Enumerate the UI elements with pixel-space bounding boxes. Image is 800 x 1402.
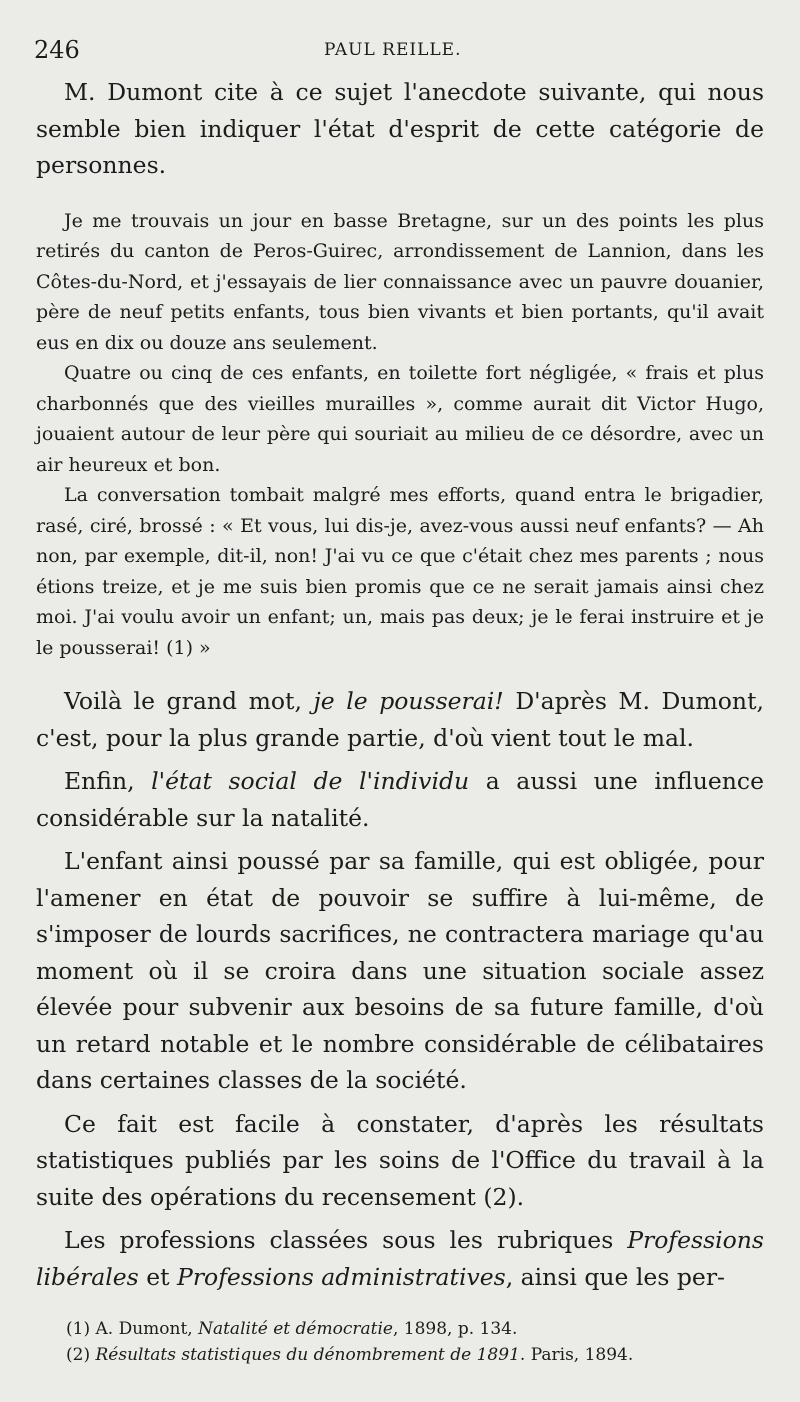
paragraph-enfant-pousse: L'enfant ainsi poussé par sa famille, qui est obligée, pour l'amener en état de pouvoir se suffire à lui-même, de s'imposer de lourds sacrifices, ne contractera mariage qu'au moment où il se croira dans une situation sociale assez élevée pour subvenir aux besoins de sa future famille, d'où un retard notable et le nombre considérable de célibataires dans certaines classes de la société. bbox=[36, 847, 764, 1094]
page-number: 246 bbox=[34, 36, 80, 64]
footnotes bbox=[36, 1316, 764, 1368]
emphasis: l'état social de l'individu bbox=[151, 767, 470, 795]
emphasis: Professions administratives bbox=[177, 1262, 506, 1291]
emphasis: je le pousserai! bbox=[313, 687, 504, 715]
page-header bbox=[34, 36, 764, 68]
footnote-1: (1) A. Dumont, Natalité et démocratie, 1898, p. 134. bbox=[66, 1319, 518, 1339]
paragraph-intro: M. Dumont cite à ce sujet l'anecdote suivante, qui nous semble bien indiquer l'état d'esprit de cette catégorie de personnes. bbox=[36, 78, 764, 179]
footnote-2: (2) Résultats statistiques du dénombrement de 1891. Paris, 1894. bbox=[66, 1345, 634, 1365]
paragraph-statistiques: Ce fait est facile à constater, d'après les résultats statistiques publiés par les soins de l'Office du travail à la suite des opérations du recensement (2). bbox=[36, 1109, 764, 1211]
quote-paragraph-1: Je me trouvais un jour en basse Bretagne, sur un des points les plus retirés du canton de Peros-Guirec, arrondissement de Lannion, dans les Côtes-du-Nord, et j'essayais de lier connaissance avec un pauvre douanier, père de neuf petits enfants, tous bien vivants et bien portants, qu'il avait eus en dix ou douze ans seulement. bbox=[36, 209, 764, 354]
running-head: PAUL REILLE. bbox=[324, 40, 462, 60]
paragraph-grand-mot: Voilà le grand mot, je le pousserai! D'après M. Dumont, c'est, pour la plus grande partie, d'où vient tout le mal. bbox=[36, 687, 764, 752]
quote-paragraph-2: Quatre ou cinq de ces enfants, en toilette fort négligée, « frais et plus charbonnés que des vieilles murailles », comme aurait dit Victor Hugo, jouaient autour de leur père qui souriait au milieu de ce désordre, avec un air heureux et bon. bbox=[36, 362, 764, 476]
quote-paragraph-3: La conversation tombait malgré mes efforts, quand entra le brigadier, rasé, ciré, brossé : « Et vous, lui dis-je, avez-vous aussi neuf enfants? — Ah non, par exemple, dit-il, non! J'ai vu ce que c'était chez mes parents ; nous étions treize, et je me suis bien promis que ce ne serait jamais ainsi chez moi. J'ai voulu avoir un enfant; un, mais pas deux; je le ferai instruire et je le pousserai! (1) » bbox=[36, 484, 764, 659]
page-body bbox=[36, 74, 764, 1295]
emphasis: Professions libérales bbox=[36, 1226, 764, 1291]
paragraph-etat-social: Enfin, l'état social de l'individu a aussi une influence considérable sur la natalité. bbox=[36, 767, 764, 832]
paragraph-professions: Les professions classées sous les rubriques Professions libérales et Professions administratives, ainsi que les per- bbox=[36, 1226, 764, 1291]
